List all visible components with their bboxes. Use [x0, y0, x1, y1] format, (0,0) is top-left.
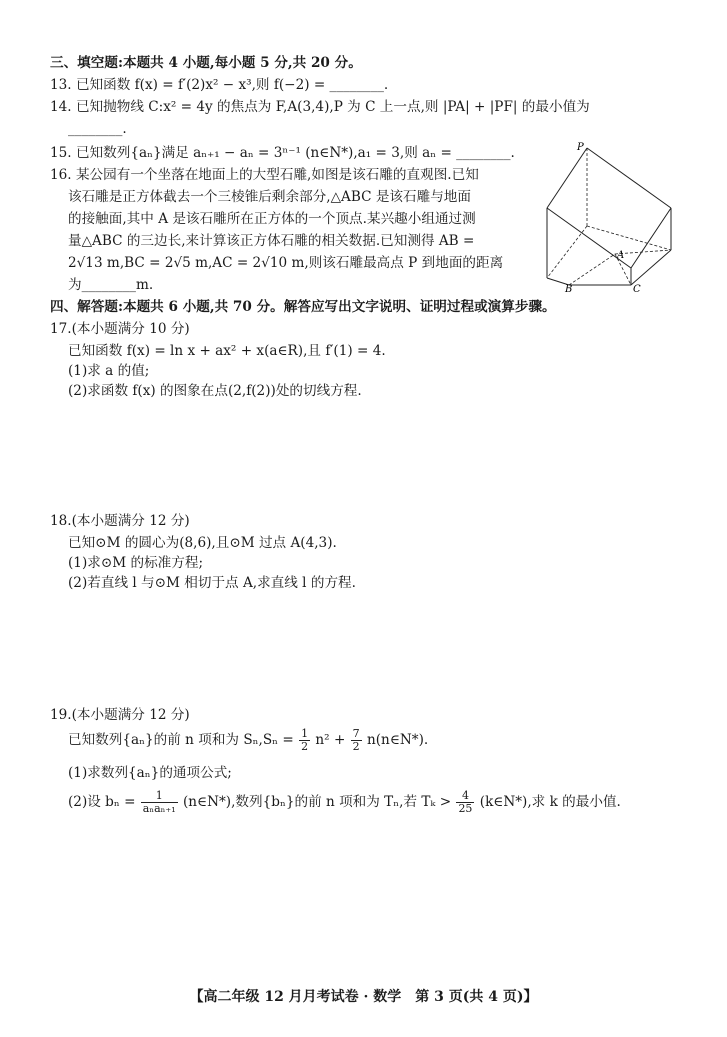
fraction-1-over-2: $\frac{1}{2}$ — [301, 727, 309, 753]
fig-edge — [587, 148, 671, 208]
fig-hidden-edge — [587, 226, 671, 250]
question-14-line-2: ________. — [68, 121, 127, 137]
fig-hidden-edge — [569, 254, 615, 285]
fig-label-c: C — [633, 284, 641, 292]
fig-hidden-edge — [547, 226, 587, 278]
page-footer: 【高二年级 12 月月考试卷 · 数学 第 3 页(共 4 页)】 — [189, 989, 538, 1005]
question-14-line-1: 14. 已知抛物线 C:x² = 4y 的焦点为 F,A(3,4),P 为 C 上一点,则 |PA| + |PF| 的最小值为 — [50, 99, 590, 115]
fig-label-a: A — [617, 250, 625, 261]
question-19-stem: 已知数列{aₙ}的前 n 项和为 Sₙ,Sₙ = $\frac{1}{2}$ n² + $\frac{7}{2}$ n(n∈N*). — [68, 727, 429, 753]
question-15: 15. 已知数列{aₙ}满足 aₙ₊₁ − aₙ = 3ⁿ⁻¹ (n∈N*),a₁ = 3,则 aₙ = ________. — [50, 145, 515, 161]
fraction-b-n: $\frac{1}{\text{aₙaₙ₊₁}}$ — [142, 789, 176, 815]
question-17-part-2: (2)求函数 f(x) 的图象在点(2,f(2))处的切线方程. — [68, 383, 362, 399]
question-16-line-6: 为________m. — [68, 277, 154, 293]
section-4-heading: 四、解答题:本题共 6 小题,共 70 分。解答应写出文字说明、证明过程或演算步骤。 — [50, 299, 556, 315]
question-17-stem: 已知函数 f(x) = ln x + ax² + x(a∈R),且 f′(1) = 4. — [68, 343, 386, 359]
question-17-part-1: (1)求 a 的值; — [68, 363, 150, 379]
section-3-heading: 三、填空题:本题共 4 小题,每小题 5 分,共 20 分。 — [50, 55, 362, 71]
question-17-head: 17.(本小题满分 10 分) — [50, 321, 190, 337]
fig-label-p: P — [577, 142, 584, 153]
question-16-line-3: 的接触面,其中 A 是该石雕所在正方体的一个顶点.某兴趣小组通过测 — [68, 211, 476, 227]
stone-sculpture-figure — [533, 140, 693, 292]
question-18-stem: 已知⊙M 的圆心为(8,6),且⊙M 过点 A(4,3). — [68, 535, 337, 551]
question-19-part-2: (2)设 bₙ = $\frac{1}{\text{aₙaₙ₊₁}}$ (n∈N*),数列{bₙ}的前 n 项和为 Tₙ,若 Tₖ > $\frac{4}{25}$ (k∈N*),求 k 的最小值. — [68, 789, 621, 815]
question-18-part-2: (2)若直线 l 与⊙M 相切于点 A,求直线 l 的方程. — [68, 575, 356, 591]
fig-edge — [631, 250, 671, 285]
question-18-head: 18.(本小题满分 12 分) — [50, 513, 190, 529]
fraction-4-over-25: $\frac{4}{25}$ — [458, 789, 473, 815]
fraction-7-over-2: $\frac{7}{2}$ — [352, 727, 360, 753]
question-19-part-1: (1)求数列{aₙ}的通项公式; — [68, 765, 232, 781]
question-13: 13. 已知函数 f(x) = f′(2)x² − x³,则 f(−2) = ________. — [50, 77, 389, 93]
question-16-line-5: 2√13 m,BC = 2√5 m,AC = 2√10 m,则该石雕最高点 P 到地面的距离 — [68, 255, 504, 271]
question-16-line-1: 16. 某公园有一个坐落在地面上的大型石雕,如图是该石雕的直观图.已知 — [50, 167, 479, 183]
question-19-head: 19.(本小题满分 12 分) — [50, 707, 190, 723]
fig-edge — [631, 208, 671, 268]
fig-label-b: B — [565, 284, 573, 292]
question-16-line-4: 量△ABC 的三边长,来计算该正方体石雕的相关数据.已知测得 AB = — [68, 233, 475, 249]
question-18-part-1: (1)求⊙M 的标准方程; — [68, 555, 204, 571]
fig-edge — [547, 148, 587, 208]
question-16-line-2: 该石雕是正方体截去一个三棱锥后剩余部分,△ABC 是该石雕与地面 — [68, 189, 471, 205]
